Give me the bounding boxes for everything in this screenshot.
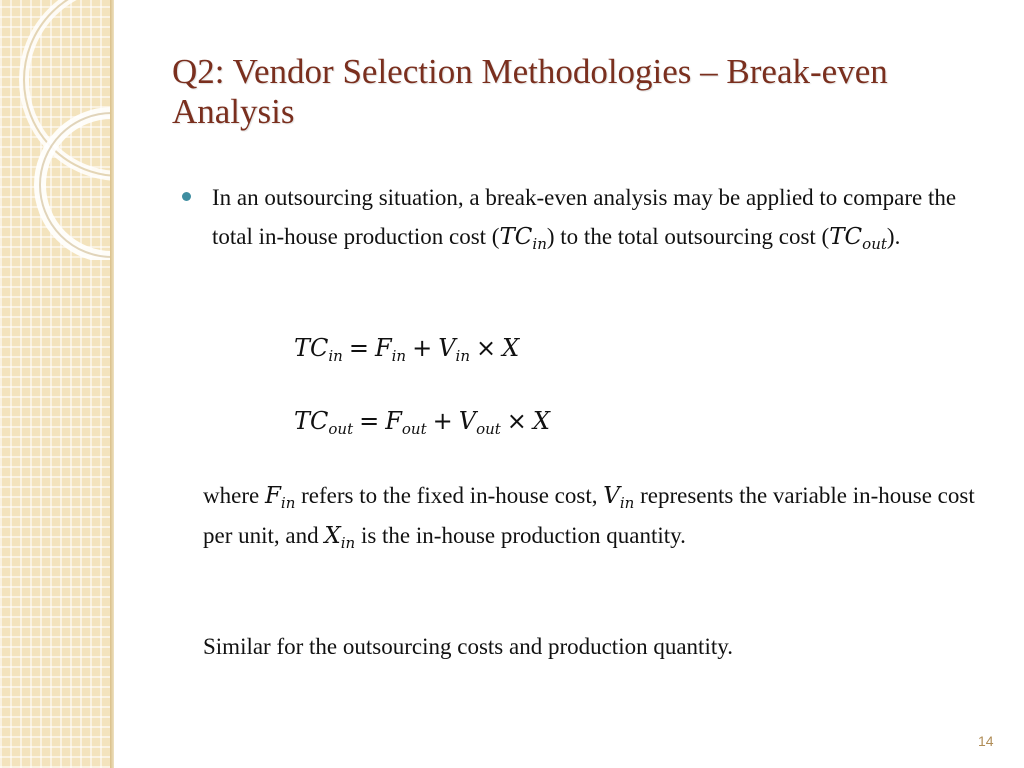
page-number: 14: [978, 733, 994, 749]
side-panel-edge: [110, 0, 114, 768]
decorative-rings-icon: [0, 0, 112, 260]
math-x-in: $X_{in}$: [324, 523, 356, 552]
decorative-side-panel: [0, 0, 112, 768]
math-v-in: $V_{in}$: [603, 483, 635, 512]
where-paragraph: where $F_{in}$ refers to the fixed in-house cost, $V_{in}$ represents the variable in-house cost per unit, and $X_{in}$ is the in-house production quantity.: [203, 483, 975, 552]
slide-title: Q2: Vendor Selection Methodologies – Break-even Analysis: [172, 52, 888, 131]
similar-paragraph: Similar for the outsourcing costs and production quantity.: [203, 634, 733, 659]
bullet-text-b: ) to the total outsourcing cost (: [546, 224, 830, 249]
bullet-icon: [182, 192, 191, 201]
bullet-text-a: In an outsourcing situation, a break-even analysis may be applied to compare the total in-house production cost (: [212, 185, 957, 249]
equation-tc-out: $TC_{out} = F_{out} + V_{out} \times X$: [294, 407, 550, 438]
math-tc-out: $TC_{out}$: [829, 224, 887, 253]
equation-tc-in: $TC_{in} = F_{in} + V_{in} \times X$: [294, 334, 520, 365]
bullet-paragraph: [212, 178, 992, 257]
math-f-in: $F_{in}$: [264, 483, 296, 512]
math-tc-in: $TC_{in}$: [499, 224, 547, 253]
bullet-text-c: ).: [886, 224, 901, 249]
